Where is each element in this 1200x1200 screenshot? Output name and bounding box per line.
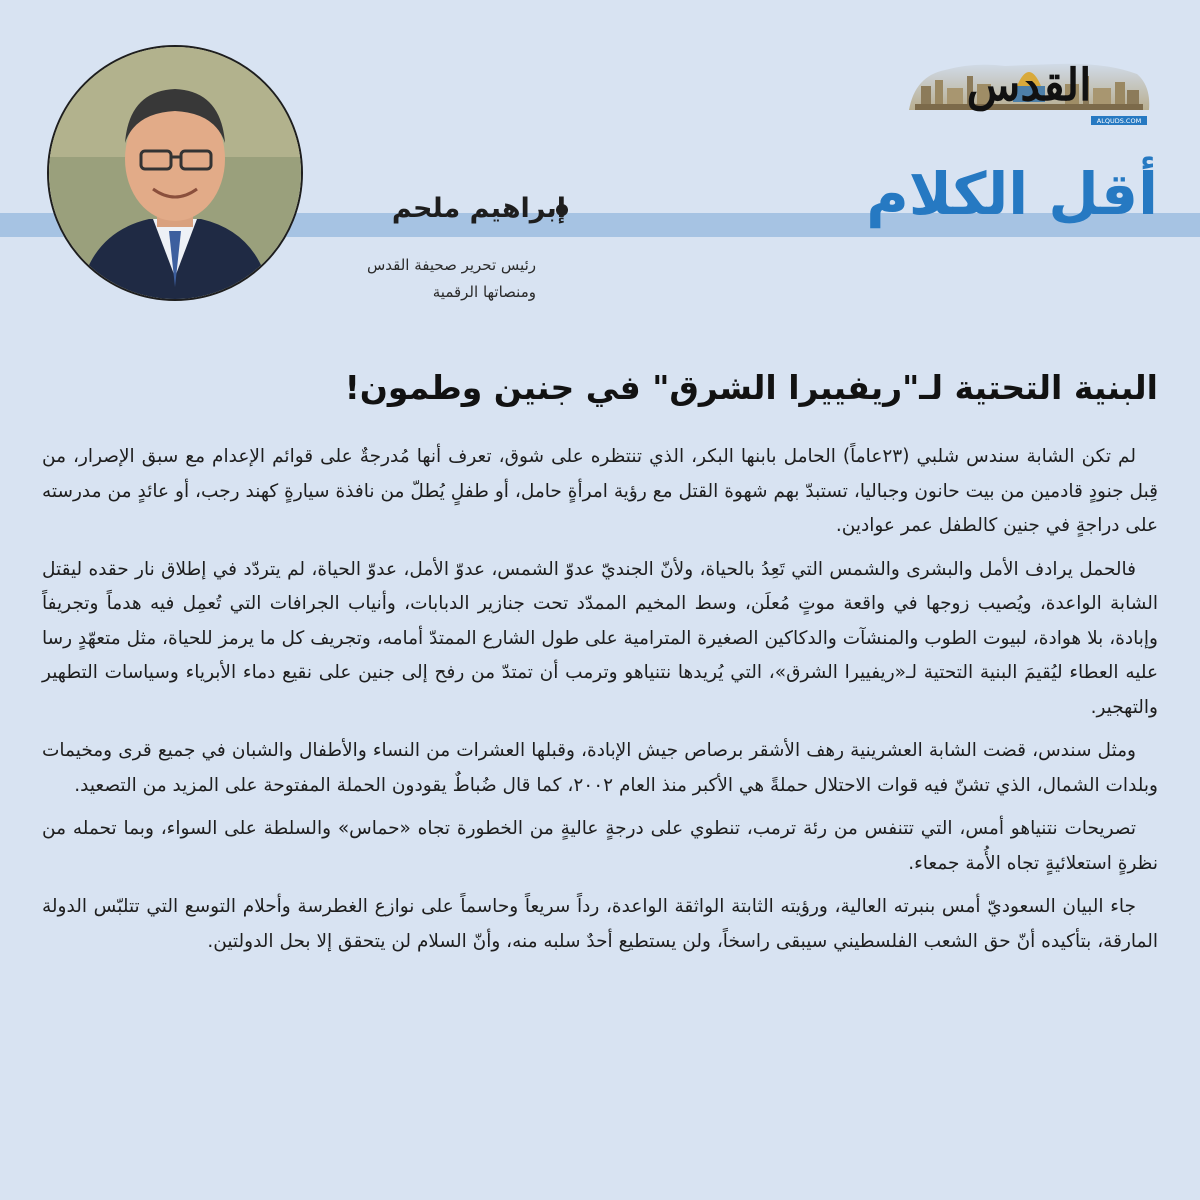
article-paragraph: جاء البيان السعوديّ أمس بنبرته العالية، ورؤيته الثابتة الواثقة الواعدة، رداً سريعاً وحاسماً على نوازع الغطرسة وأحلام التوسع التي تتلبّس الدولة المارقة، بتأكيده أنّ حق الشعب الفلسطيني سيبقى راسخاً، ولن يستطيع أحدٌ سلبه منه، وأنّ السلام لن يتحقق إلا بحل الدولتين. [42,896,1158,952]
jerusalem-skyline-logo [905,40,1153,126]
logo-text: القدس [966,60,1092,111]
author-portrait [49,47,301,299]
article-paragraph: لم تكن الشابة سندس شلبي (٢٣عاماً) الحامل بابنها البكر، الذي تنتظره على شوق، تعرف أنها مُدرجةٌ على قوائم الإعدام مع سبق الإصرار، من قِبل جنودٍ قادمين من بيت حانون وجباليا، تستبدّ بهم شهوة القتل مع رؤية امرأةٍ حامل، أو طفلٍ يُطلّ من نافذة سيارةٍ كهند رجب، أو عائدٍ من مدرسته على دراجةٍ في جنين كالطفل عمر عوادين. [42,446,1158,536]
article-paragraph: تصريحات نتنياهو أمس، التي تتنفس من رئة ترمب، تنطوي على درجةٍ عاليةٍ من الخطورة تجاه «حماس» والسلطة على السواء، وبما تحمله من نظرةٍ استعلائيةٍ تجاه الأُمة جمعاء. [42,818,1158,874]
article-paragraph: فالحمل يرادف الأمل والبشرى والشمس التي تَعِدُ بالحياة، ولأنّ الجنديّ عدوّ الشمس، عدوّ الأمل، عدوّ الحياة، لم يتردّد في إطلاق نار حقده ليقتل الشابة الواعدة، ويُصيب زوجها في واقعة موتٍ مُعلَن، وسط المخيم الممدّد تحت جنازير الدبابات، وأنياب الجرافات التي تُعمِل فيه هدماً وتجريفاً وإبادة، بلا هوادة، لبيوت الطوب والمنشآت والدكاكين الصغيرة المترامية على طول الشارع الممتدّ أمامه، وتجريف كل ما يرمز للحياة، مثل متعهّدٍ رسا عليه العطاء ليُقيمَ البنية التحتية لـ«ريفييرا الشرق»، التي يُريدها نتنياهو وترمب أن تمتدّ من رفح إلى جنين على نقيع دماء الأبرياء وسياسات التطهير والتهجير. [42,558,1158,718]
author-role [367,252,536,306]
newspaper-logo [905,40,1153,126]
article-headline: البنية التحتية لـ"ريفييرا الشرق" في جنين وطمون! [344,368,1158,407]
logo-url-text: ALQUDS.COM [1096,117,1142,125]
author-role-line1: رئيس تحرير صحيفة القدس [366,256,536,274]
author-name: إبراهيم ملحم [391,193,566,224]
article-body [42,440,1158,968]
author-photo [47,45,303,301]
column-title: أقل الكلام [866,160,1158,228]
author-role-line2: ومنصاتها الرقمية [432,283,536,301]
article-paragraph: ومثل سندس، قضت الشابة العشرينية رهف الأشقر برصاص جيش الإبادة، وقبلها العشرات من النساء والأطفال والشبان في جميع قرى ومخيمات وبلدات الشمال، الذي تشنّ فيه قوات الاحتلال حملةً هي الأكبر منذ العام ٢٠٠٢، كما قال ضُباطٌ يقودون الحملة المفتوحة على المزيد من التصعيد. [42,740,1158,796]
